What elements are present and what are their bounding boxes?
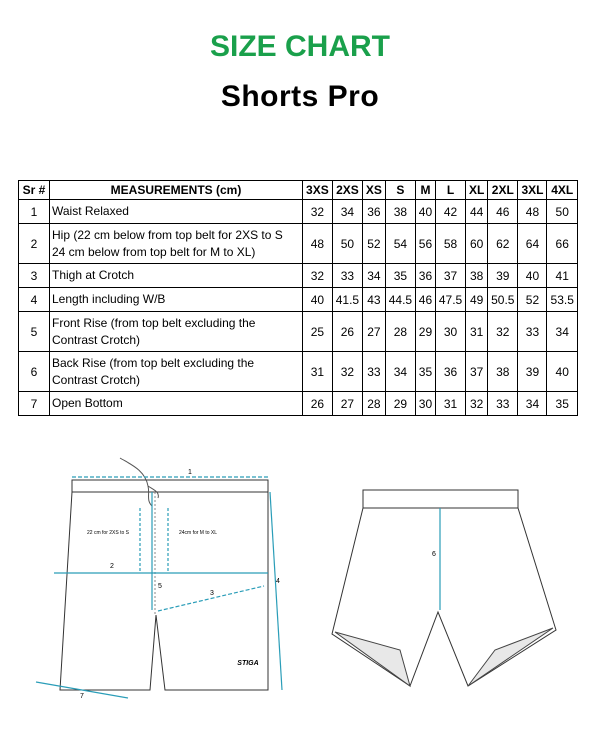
table-row: [19, 264, 578, 288]
row-number: 4: [19, 288, 50, 312]
size-value: 35: [385, 264, 415, 288]
size-value: 29: [385, 392, 415, 416]
size-value: 33: [518, 312, 547, 352]
table-header: [19, 181, 578, 200]
size-value: 44.5: [385, 288, 415, 312]
size-value: 32: [303, 264, 333, 288]
measurement-description: [50, 392, 303, 416]
column-header: S: [385, 181, 415, 200]
size-value: 31: [303, 352, 333, 392]
size-value: 33: [332, 264, 362, 288]
front-view: [60, 458, 268, 690]
size-value: 43: [363, 288, 386, 312]
front-drawstring: [120, 458, 158, 506]
size-value: 52: [518, 288, 547, 312]
size-value: 27: [332, 392, 362, 416]
size-value: 34: [547, 312, 578, 352]
size-value: 29: [416, 312, 436, 352]
column-header: L: [435, 181, 465, 200]
table-header-row: [19, 181, 578, 200]
size-value: 39: [518, 352, 547, 392]
size-value: 38: [488, 352, 518, 392]
measure-label-4: 4: [276, 578, 280, 585]
description-line: Contrast Crotch): [52, 372, 141, 387]
size-value: 50: [332, 224, 362, 264]
back-body: [332, 508, 556, 686]
row-number: 7: [19, 392, 50, 416]
description-line: Thigh at Crotch: [52, 268, 135, 282]
size-value: 46: [488, 200, 518, 224]
product-name: Shorts Pro: [220, 80, 380, 113]
description-line: Back Rise (from top belt excluding the: [52, 355, 255, 370]
size-value: 48: [303, 224, 333, 264]
table-row: [19, 200, 578, 224]
size-value: 62: [488, 224, 518, 264]
size-value: 54: [385, 224, 415, 264]
size-value: 27: [363, 312, 386, 352]
table-row: [19, 352, 578, 392]
table-row: [19, 392, 578, 416]
size-value: 33: [488, 392, 518, 416]
size-value: 38: [385, 200, 415, 224]
measure-label-5: 5: [158, 583, 162, 590]
size-value: 26: [332, 312, 362, 352]
back-waistband: [363, 490, 518, 508]
size-value: 40: [416, 200, 436, 224]
column-header: 3XS: [303, 181, 333, 200]
back-view: [332, 490, 556, 686]
size-value: 36: [435, 352, 465, 392]
shorts-diagram: [0, 450, 600, 731]
measure-line-4: [270, 492, 282, 690]
back-contrast-left: [335, 632, 410, 686]
size-value: 31: [466, 312, 488, 352]
measurement-description: [50, 312, 303, 352]
size-value: 52: [363, 224, 386, 264]
measurement-description: [50, 224, 303, 264]
size-value: 40: [303, 288, 333, 312]
row-number: 5: [19, 312, 50, 352]
table-row: [19, 224, 578, 264]
size-value: 42: [435, 200, 465, 224]
size-value: 30: [435, 312, 465, 352]
table-row: [19, 312, 578, 352]
row-number: 1: [19, 200, 50, 224]
size-value: 49: [466, 288, 488, 312]
column-header: XL: [466, 181, 488, 200]
measurement-description: [50, 352, 303, 392]
column-header: Sr #: [19, 181, 50, 200]
size-value: 46: [416, 288, 436, 312]
row-number: 3: [19, 264, 50, 288]
row-number: 6: [19, 352, 50, 392]
row-number: 2: [19, 224, 50, 264]
column-header: 4XL: [547, 181, 578, 200]
size-value: 47.5: [435, 288, 465, 312]
size-value: 34: [518, 392, 547, 416]
size-value: 58: [435, 224, 465, 264]
size-value: 53.5: [547, 288, 578, 312]
size-value: 37: [466, 352, 488, 392]
size-value: 32: [466, 392, 488, 416]
size-value: 48: [518, 200, 547, 224]
column-header: 3XL: [518, 181, 547, 200]
size-value: 32: [303, 200, 333, 224]
column-header: M: [416, 181, 436, 200]
size-value: 31: [435, 392, 465, 416]
size-value: 34: [363, 264, 386, 288]
size-value: 41: [547, 264, 578, 288]
size-value: 50.5: [488, 288, 518, 312]
size-value: 66: [547, 224, 578, 264]
note-small-sizes: 22 cm for 2XS to S: [87, 530, 129, 536]
measurement-description: [50, 264, 303, 288]
size-value: 33: [363, 352, 386, 392]
measure-label-6: 6: [432, 551, 436, 558]
measurement-description: [50, 288, 303, 312]
size-value: 26: [303, 392, 333, 416]
column-header: XS: [363, 181, 386, 200]
size-value: 36: [363, 200, 386, 224]
size-value: 35: [547, 392, 578, 416]
size-value: 32: [488, 312, 518, 352]
size-value: 39: [488, 264, 518, 288]
description-line: Contrast Crotch): [52, 332, 141, 347]
page-title: SIZE CHART: [210, 30, 390, 63]
size-value: 64: [518, 224, 547, 264]
back-contrast-right: [468, 628, 553, 686]
size-value: 41.5: [332, 288, 362, 312]
size-value: 30: [416, 392, 436, 416]
description-line: Front Rise (from top belt excluding the: [52, 315, 256, 330]
size-chart-table: [18, 180, 578, 416]
description-line: Hip (22 cm below from top belt for 2XS to S: [52, 227, 283, 242]
size-value: 35: [416, 352, 436, 392]
size-value: 25: [303, 312, 333, 352]
size-value: 44: [466, 200, 488, 224]
measure-label-2: 2: [110, 563, 114, 570]
size-value: 40: [547, 352, 578, 392]
size-value: 50: [547, 200, 578, 224]
size-value: 37: [435, 264, 465, 288]
description-line: Open Bottom: [52, 396, 123, 410]
column-header: 2XS: [332, 181, 362, 200]
description-line: Length including W/B: [52, 292, 166, 306]
description-line: 24 cm below from top belt for M to XL): [52, 244, 256, 259]
size-value: 28: [363, 392, 386, 416]
measure-label-1: 1: [188, 469, 192, 476]
size-value: 38: [466, 264, 488, 288]
size-value: 28: [385, 312, 415, 352]
size-value: 34: [385, 352, 415, 392]
size-value: 40: [518, 264, 547, 288]
size-value: 60: [466, 224, 488, 264]
size-value: 36: [416, 264, 436, 288]
size-value: 32: [332, 352, 362, 392]
size-value: 34: [332, 200, 362, 224]
note-large-sizes: 24cm for M to XL: [178, 530, 218, 536]
size-value: 56: [416, 224, 436, 264]
measurement-description: [50, 200, 303, 224]
front-waistband: [72, 480, 268, 492]
description-line: Waist Relaxed: [52, 204, 129, 218]
table-body: [19, 200, 578, 416]
brand-logo: STIGA: [237, 660, 259, 667]
column-header: 2XL: [488, 181, 518, 200]
measure-label-7: 7: [80, 693, 84, 700]
column-header: MEASUREMENTS (cm): [50, 181, 303, 200]
measure-label-3: 3: [210, 590, 214, 597]
table-row: [19, 288, 578, 312]
